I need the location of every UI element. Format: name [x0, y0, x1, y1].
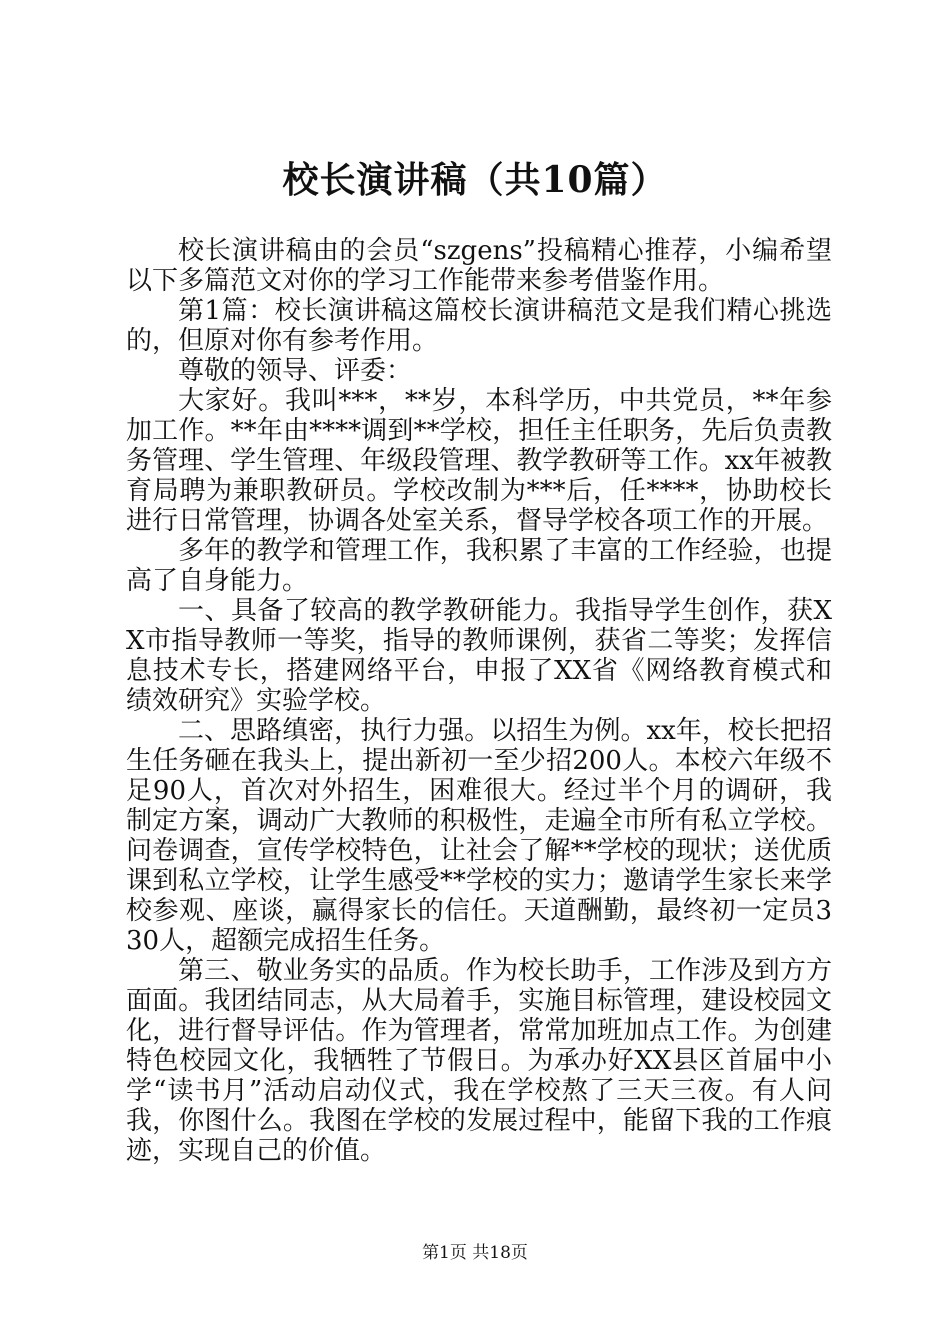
salutation-paragraph: 尊敬的领导、评委： — [178, 356, 413, 386]
self-introduction-paragraph: 大家好。我叫***，**岁，本科学历，中共党员，**年参加工作。**年由****调到**学校，担任主任职务，先后负责教务管理、学生管理、年级段管理、教学教研等工作。xx年被教育局聘为兼职教研员。学校改制为***后，任****，协助校长进行日常管理，协调各处室关系，督导学校各项工作的开展。 — [126, 386, 832, 536]
point-one-paragraph: 一、具备了较高的教学教研能力。我指导学生创作，获XX市指导教师一等奖，指导的教师课例，获省二等奖；发挥信息技术专长，搭建网络平台，申报了XX省《网络教育模式和绩效研究》实验学校。 — [126, 596, 832, 716]
document-title: 校长演讲稿（共10篇） — [282, 159, 668, 201]
document-body — [126, 236, 832, 1166]
intro-paragraph: 校长演讲稿由的会员“szgens”投稿精心推荐，小编希望以下多篇范文对你的学习工作能带来参考借鉴作用。 — [126, 236, 832, 296]
experience-paragraph: 多年的教学和管理工作，我积累了丰富的工作经验，也提高了自身能力。 — [126, 536, 832, 596]
page-number-footer: 第1页 共18页 — [422, 1243, 528, 1263]
article-heading-paragraph: 第1篇：校长演讲稿这篇校长演讲稿范文是我们精心挑选的，但原对你有参考作用。 — [126, 296, 832, 356]
point-two-paragraph: 二、思路缜密，执行力强。以招生为例。xx年，校长把招生任务砸在我头上，提出新初一至少招200人。本校六年级不足90人，首次对外招生，困难很大。经过半个月的调研，我制定方案，调动广大教师的积极性，走遍全市所有私立学校。问卷调查，宣传学校特色，让社会了解**学校的现状；送优质课到私立学校，让学生感受**学校的实力；邀请学生家长来学校参观、座谈，赢得家长的信任。天道酬勤，最终初一定员330人，超额完成招生任务。 — [126, 716, 832, 956]
point-three-paragraph: 第三、敬业务实的品质。作为校长助手，工作涉及到方方面面。我团结同志，从大局着手，实施目标管理，建设校园文化，进行督导评估。作为管理者，常常加班加点工作。为创建特色校园文化，我牺牲了节假日。为承办好XX县区首届中小学“读书月”活动启动仪式，我在学校熬了三天三夜。有人问我，你图什么。我图在学校的发展过程中，能留下我的工作痕迹，实现自己的价值。 — [126, 956, 832, 1166]
